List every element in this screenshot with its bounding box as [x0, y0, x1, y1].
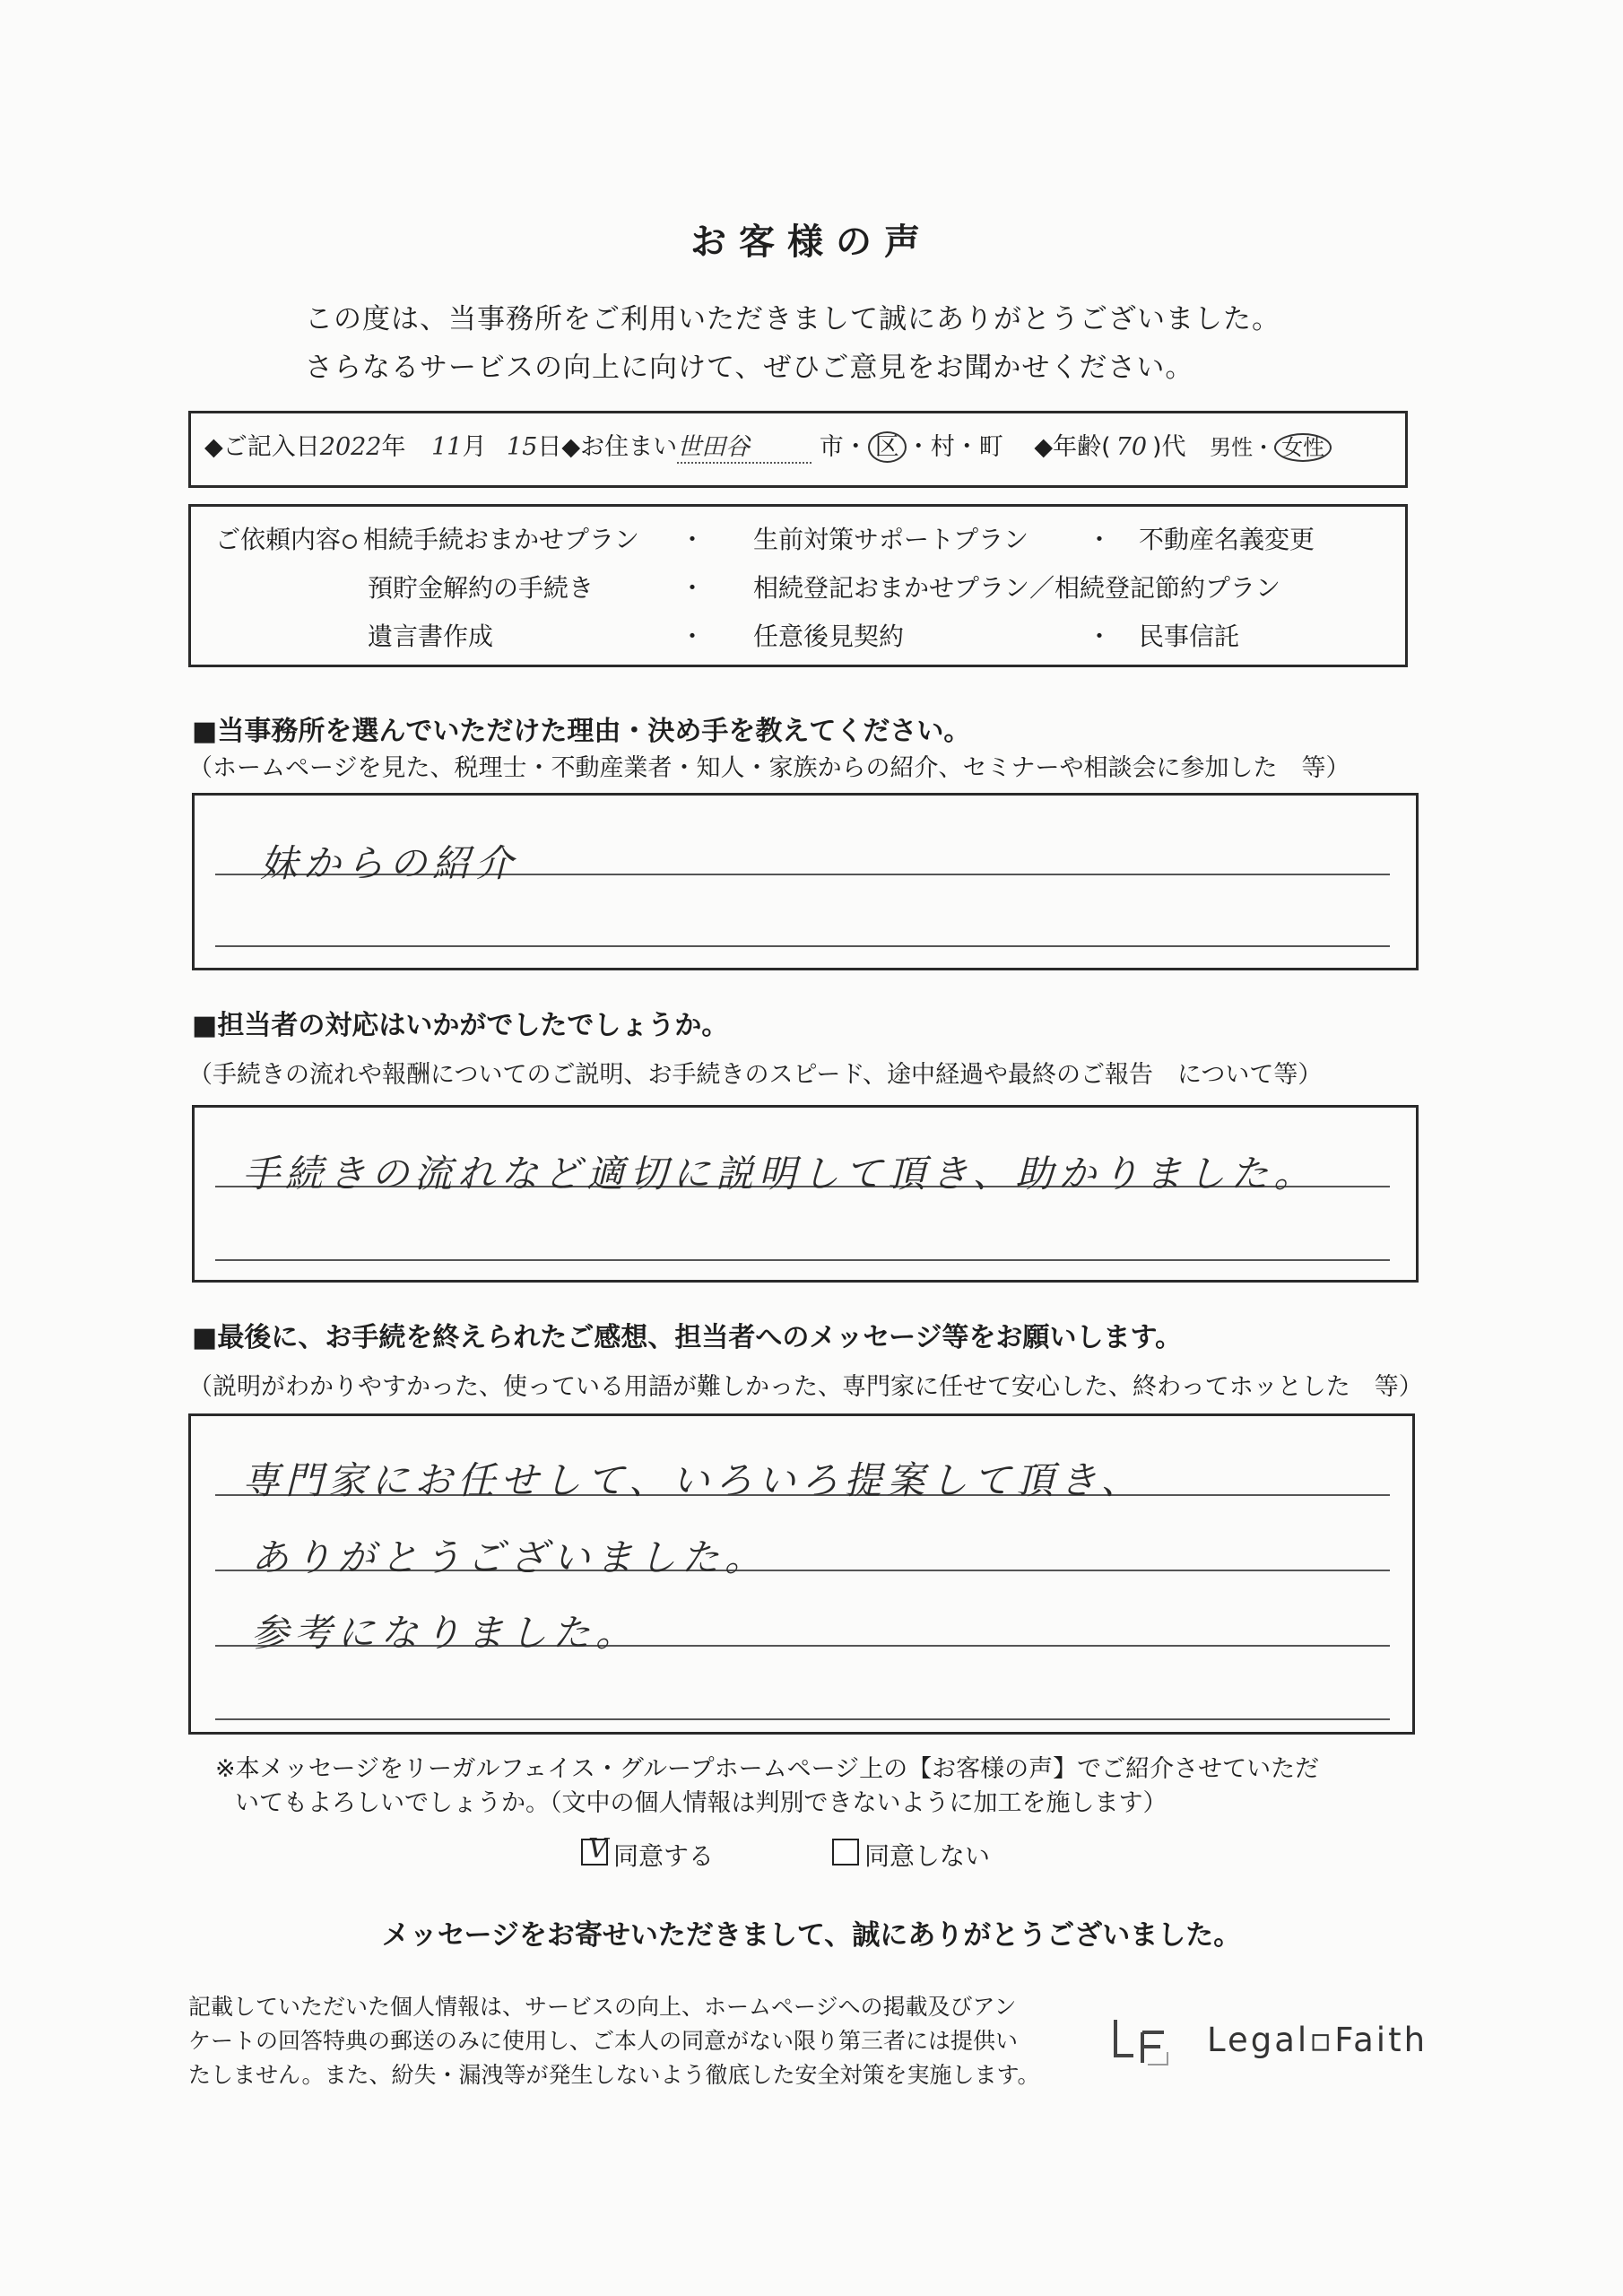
request-option-trust[interactable]: 民事信託	[1139, 622, 1240, 651]
info-row	[204, 427, 1332, 464]
request-option-will[interactable]: 遺言書作成	[368, 622, 494, 651]
q1-heading: ■当事務所を選んでいただけた理由・決め手を教えてください。	[192, 716, 971, 747]
q3-answer-line-1: 専門家にお任せして、いろいろ提案して頂き、	[242, 1458, 1144, 1502]
q2-answer-line	[215, 1259, 1390, 1261]
gender-selected[interactable]: 女性	[1274, 433, 1332, 462]
q1-answer-text: 妹からの紹介	[260, 841, 519, 885]
separator-dot: ・	[1087, 525, 1113, 554]
q3-subtext: （説明がわかりやすかった、使っている用語が難しかった、専門家に任せて安心した、終わってホッとした 等）	[188, 1373, 1423, 1401]
agree-label: 同意する	[613, 1841, 715, 1871]
thanks-message: メッセージをお寄せいただきまして、誠にありがとうございました。	[381, 1919, 1242, 1952]
request-option-registration[interactable]: 相続登記おまかせプラン／相続登記節約プラン	[753, 573, 1281, 603]
request-option-guardianship[interactable]: 任意後見契約	[753, 622, 905, 651]
consent-note-1: ※本メッセージをリーガルフェイス・グループホームページ上の【お客様の声】でご紹介させていただ	[215, 1755, 1320, 1783]
q2-subtext: （手続きの流れや報酬についてのご説明、お手続きのスピード、途中経過や最終のご報告 について等）	[188, 1061, 1323, 1089]
disagree-label: 同意しない	[864, 1841, 991, 1871]
age-value[interactable]: 70	[1115, 433, 1148, 461]
ward-selected[interactable]: 区	[868, 431, 907, 463]
intro-line-1: この度は、当事務所をご利用いただきまして誠にありがとうございました。	[305, 303, 1280, 335]
age-unit: )代	[1152, 433, 1186, 461]
agree-checkbox[interactable]	[581, 1833, 608, 1866]
page-title: お客様の声	[690, 222, 933, 263]
request-option-deposit[interactable]: 預貯金解約の手続き	[368, 573, 595, 603]
request-option-pre-planning[interactable]: 生前対策サポートプラン	[753, 525, 1029, 554]
agree-check-mark: V	[588, 1833, 608, 1865]
q1-subtext: （ホームページを見た、税理士・不動産業者・知人・家族からの紹介、セミナーや相談会に参加した 等）	[188, 754, 1350, 782]
separator-dot: ・	[1087, 622, 1113, 651]
separator-dot: ・	[680, 573, 706, 603]
q3-answer-line-3: 参考になりました。	[251, 1611, 639, 1655]
separator-dot: ・	[680, 525, 706, 554]
date-day[interactable]: 15	[507, 433, 538, 461]
logo-text: Legal▫Faith	[1207, 2021, 1428, 2059]
lf-logo-icon	[1112, 2016, 1180, 2066]
disagree-checkbox[interactable]	[832, 1839, 859, 1866]
request-label: ご依頼内容	[215, 525, 342, 554]
year-unit: 年	[381, 433, 406, 461]
q2-answer-text: 手続きの流れなど適切に説明して頂き、助かりました。	[242, 1152, 1317, 1196]
privacy-line-3: たしません。また、紛失・漏洩等が発生しないよう徹底した安全対策を実施します。	[188, 2062, 1040, 2088]
separator-dot: ・	[680, 622, 706, 651]
age-label: ◆年齢(	[1034, 433, 1111, 461]
intro-line-2: さらなるサービスの向上に向けて、ぜひご意見をお聞かせください。	[305, 352, 1194, 384]
privacy-line-1: 記載していただいた個人情報は、サービスの向上、ホームページへの掲載及びアン	[188, 1994, 1017, 2020]
q3-answer-line	[215, 1718, 1390, 1720]
city-options: 市・	[819, 433, 868, 461]
request-option-real-estate[interactable]: 不動産名義変更	[1139, 525, 1315, 554]
q3-answer-line-2: ありがとうございました。	[251, 1535, 768, 1579]
date-label: ◆ご記入日	[204, 433, 320, 461]
town-options: ・村・町	[906, 433, 1003, 461]
address-value[interactable]: 世田谷	[677, 427, 812, 464]
month-unit: 月	[462, 433, 487, 461]
consent-note-2: いてもよろしいでしょうか。（文中の個人情報は判別できないように加工を施します）	[235, 1789, 1167, 1817]
q1-answer-line	[215, 945, 1390, 947]
date-year[interactable]: 2022	[319, 433, 382, 461]
address-label: ◆お住まい	[561, 433, 678, 461]
request-option-inheritance[interactable]: 相続手続おまかせプラン	[363, 525, 640, 554]
day-unit: 日	[537, 433, 562, 461]
q3-heading: ■最後に、お手続を終えられたご感想、担当者へのメッセージ等をお願いします。	[192, 1322, 1183, 1353]
privacy-line-2: ケートの回答特典の郵送のみに使用し、ご本人の同意がない限り第三者には提供い	[188, 2028, 1019, 2054]
request-selected-mark	[343, 535, 357, 549]
q2-heading: ■担当者の対応はいかがでしたでしょうか。	[192, 1010, 729, 1041]
date-month[interactable]: 11	[431, 433, 463, 461]
gender-male[interactable]: 男性・	[1210, 435, 1275, 460]
